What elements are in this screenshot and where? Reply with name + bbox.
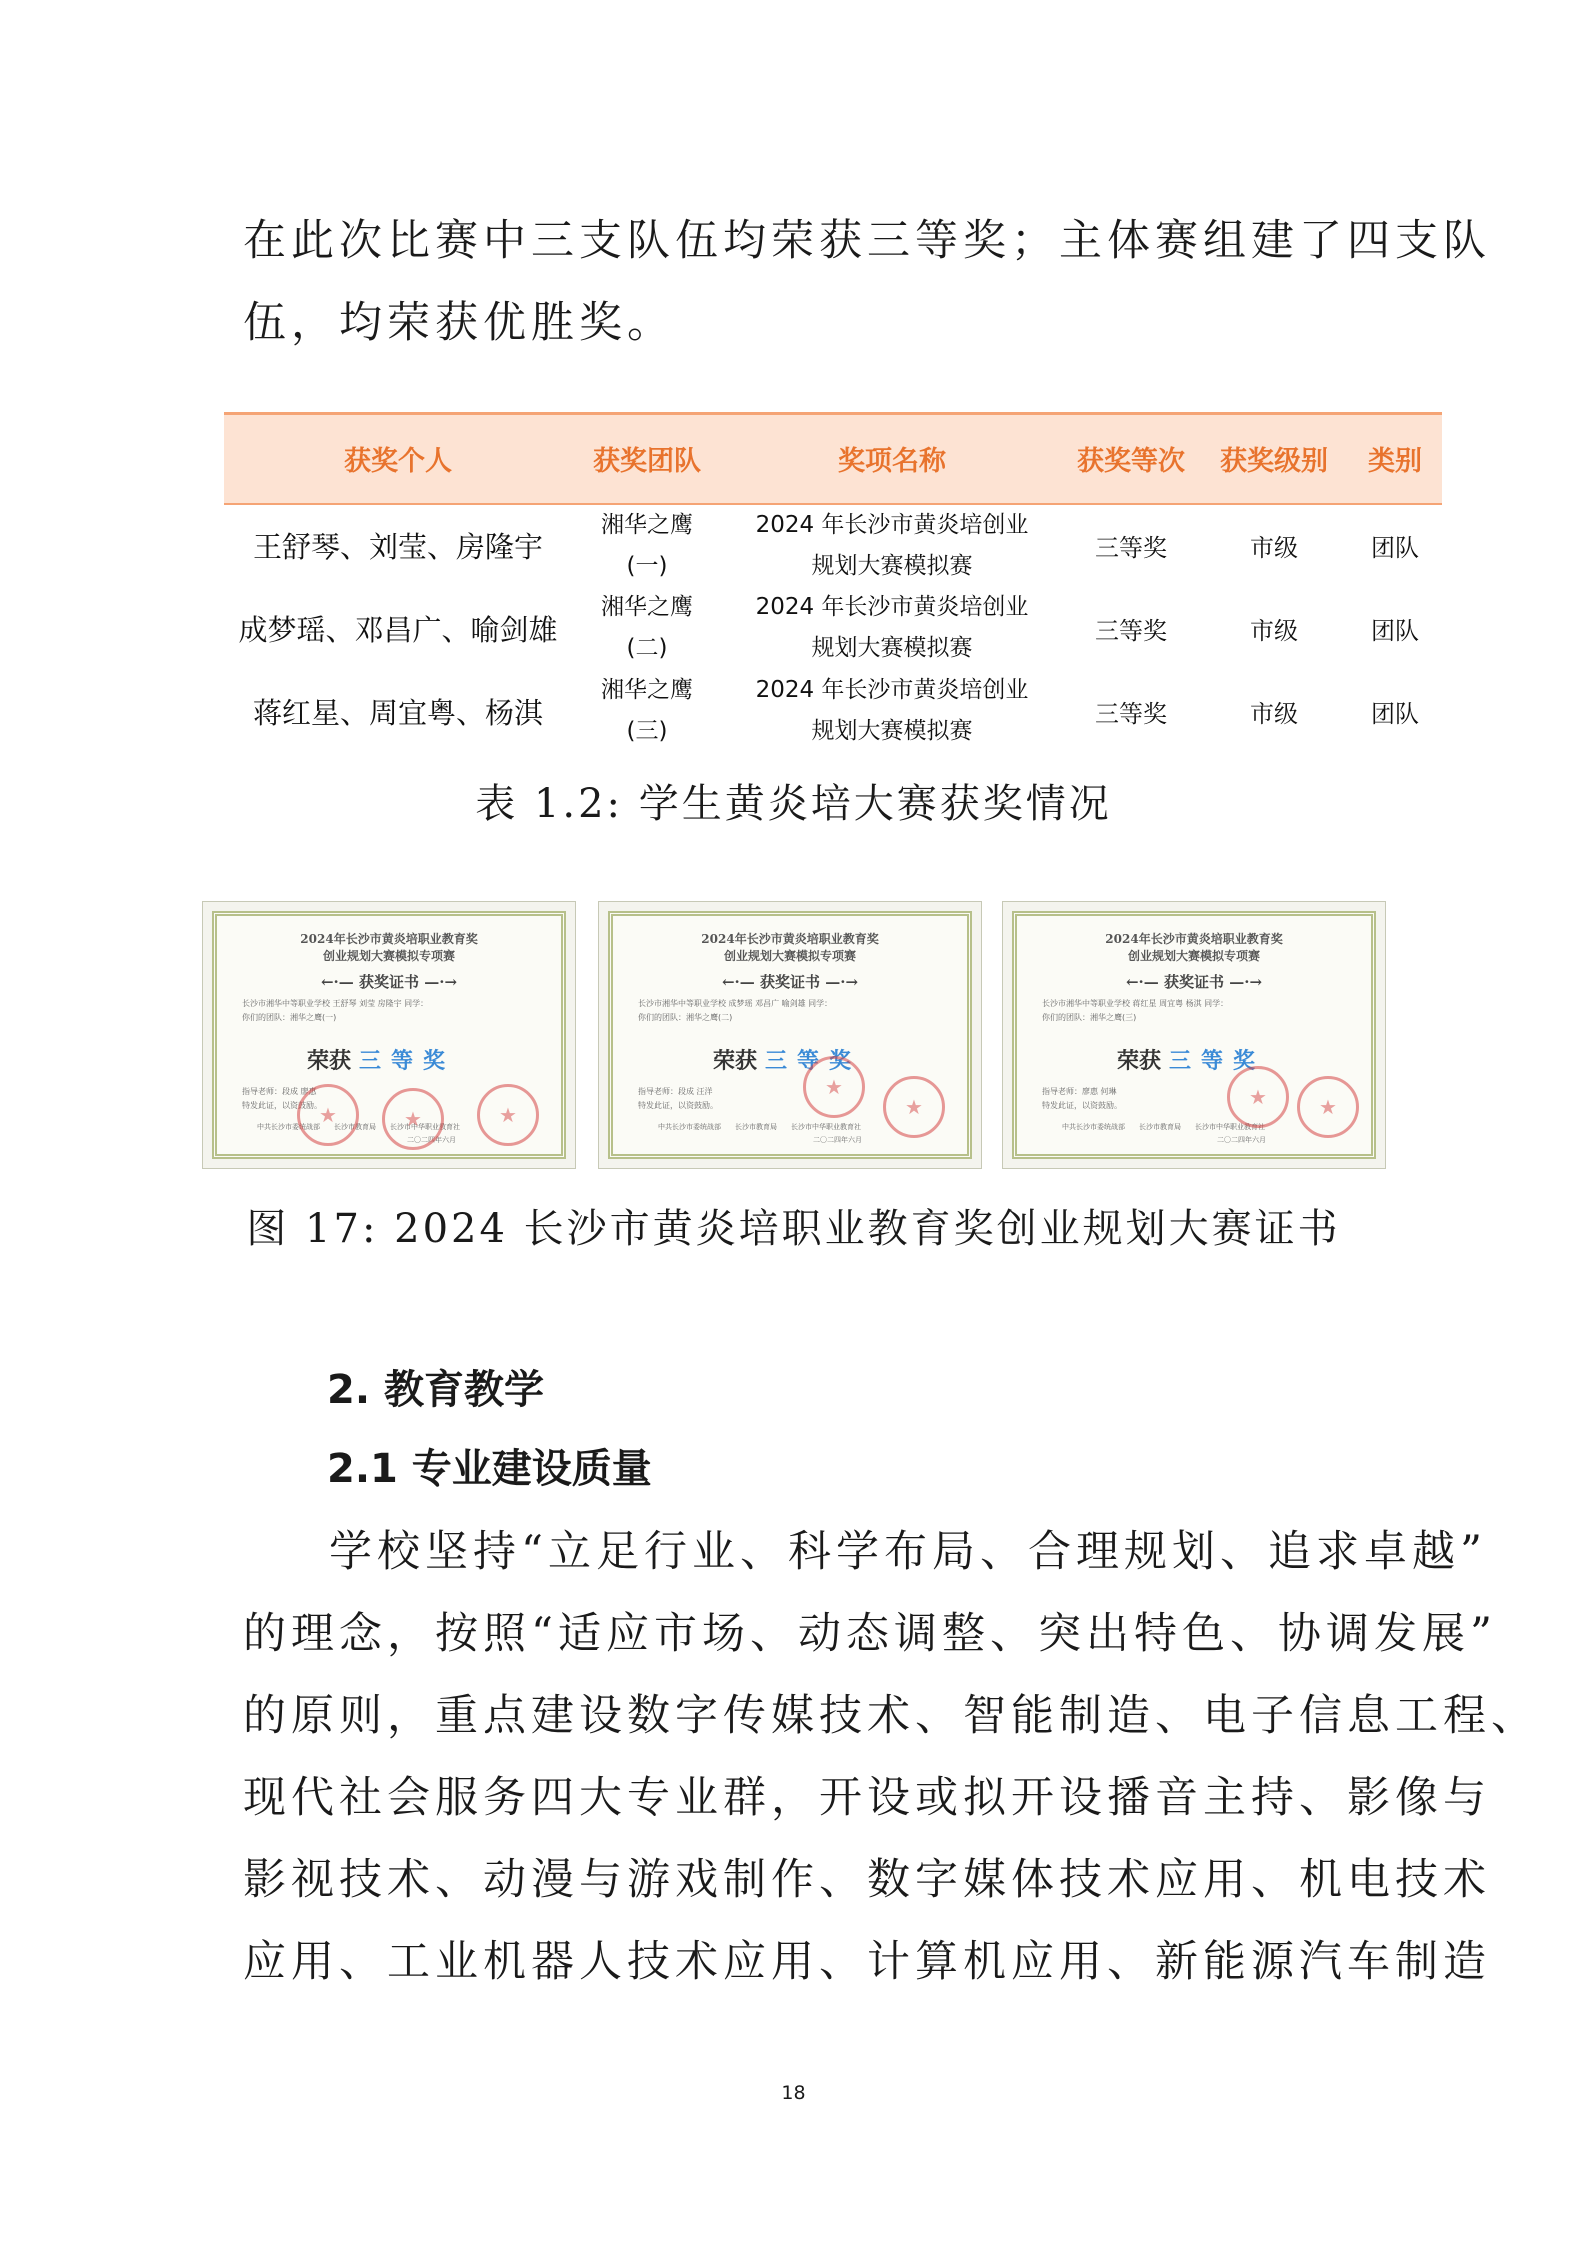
- cert-org-line: 中共长沙市委统战部 长沙市教育局 长沙市中华职业教育社: [658, 1123, 861, 1131]
- cert-title-line2: 创业规划大赛模拟专项赛: [723, 949, 856, 963]
- prize-value: 三等奖: [359, 1048, 456, 1074]
- award-line1: 2024 年长沙市黄炎培创业: [755, 594, 1029, 620]
- certificate-image: [598, 901, 982, 1169]
- text-line: 影视技术、动漫与游戏制作、数字媒体技术应用、机电技术: [243, 1855, 1491, 1905]
- text-line: 学校坚持“立足行业、科学布局、合理规划、追求卓越”: [329, 1527, 1487, 1577]
- cell-person: 成梦瑶、邓昌广、喻剑雄: [238, 612, 558, 647]
- cert-team-line: 你们的团队：湘华之鹰(一): [242, 1013, 337, 1022]
- cell-award: [722, 587, 1062, 670]
- cert-teacher-line: 指导老师：段成 汪洋: [638, 1087, 713, 1096]
- cell-team: [572, 587, 722, 670]
- team-line1: 湘华之鹰: [601, 511, 693, 538]
- header-team: 获奖团队: [593, 446, 701, 478]
- award-line2: 规划大赛模拟赛: [811, 552, 973, 579]
- cell-team: [572, 504, 722, 587]
- certificate-frame: [212, 911, 566, 1159]
- section-heading: 2. 教育教学: [327, 1367, 544, 1413]
- cert-note-line: 特发此证，以资鼓励。: [1042, 1101, 1122, 1110]
- cert-school-line: 长沙市湘华中等职业学校 王舒琴 刘莹 房隆宇 同学：: [242, 999, 429, 1008]
- red-seal-icon: [297, 1084, 359, 1146]
- table-row: [224, 670, 1442, 753]
- header-category: 类别: [1368, 446, 1422, 478]
- header-level: 获奖级别: [1220, 446, 1328, 478]
- cert-date-line: 二〇二四年六月: [407, 1136, 456, 1144]
- subsection-heading: 2.1 专业建设质量: [327, 1446, 652, 1492]
- cell-level: 市级: [1250, 616, 1298, 645]
- cert-team-line: 你们的团队：湘华之鹰(二): [638, 1013, 733, 1022]
- cell-team: [572, 670, 722, 753]
- cert-title-line1: 2024年长沙市黄炎培职业教育奖: [300, 932, 478, 946]
- cell-level: 市级: [1250, 699, 1298, 728]
- certificate-frame: [608, 911, 972, 1159]
- prize-label: 荣获: [713, 1048, 758, 1074]
- cell-category: 团队: [1371, 534, 1419, 562]
- cert-prize: [307, 1044, 455, 1075]
- cert-heading: ←·— 获奖证书 —·→: [1125, 973, 1263, 991]
- text-line: 现代社会服务四大专业群，开设或拟开设播音主持、影像与: [243, 1773, 1491, 1823]
- award-line1: 2024 年长沙市黄炎培创业: [755, 511, 1029, 538]
- award-line2: 规划大赛模拟赛: [811, 718, 973, 744]
- figure-caption: 图 17: 2024 长沙市黄炎培职业教育奖创业规划大赛证书: [246, 1206, 1341, 1252]
- cert-heading: ←·— 获奖证书 —·→: [320, 973, 458, 991]
- intro-paragraph: [243, 200, 1491, 364]
- prize-value: 三等奖: [765, 1048, 862, 1074]
- cert-title-line2: 创业规划大赛模拟专项赛: [322, 949, 455, 963]
- cert-teacher-line: 指导老师：廖惠 何琳: [1042, 1087, 1117, 1096]
- award-line1: 2024 年长沙市黄炎培创业: [755, 677, 1029, 703]
- cert-date-line: 二〇二四年六月: [1217, 1136, 1266, 1144]
- cert-org-line: 中共长沙市委统战部 长沙市教育局 长沙市中华职业教育社: [257, 1123, 460, 1131]
- cert-note-line: 特发此证，以资鼓励。: [638, 1101, 718, 1110]
- table-row: [224, 587, 1442, 670]
- red-seal-icon: [382, 1088, 444, 1150]
- prize-label: 荣获: [307, 1048, 352, 1074]
- cert-heading: ←·— 获奖证书 —·→: [721, 973, 859, 991]
- prize-value: 三等奖: [1169, 1048, 1266, 1074]
- header-grade: 获奖等次: [1077, 446, 1185, 478]
- cert-teacher-line: 指导老师：段成 廖惠: [242, 1087, 317, 1096]
- red-seal-icon: [477, 1084, 539, 1146]
- cell-grade: 三等奖: [1095, 534, 1167, 562]
- cert-title-line2: 创业规划大赛模拟专项赛: [1127, 949, 1260, 963]
- award-line2: 规划大赛模拟赛: [811, 635, 973, 661]
- text-line: 的理念，按照“适应市场、动态调整、突出特色、协调发展”: [243, 1609, 1497, 1659]
- red-seal-icon: [1297, 1076, 1359, 1138]
- cert-date-line: 二〇二四年六月: [813, 1136, 862, 1144]
- cell-award: [722, 670, 1062, 753]
- cell-award: [722, 504, 1062, 587]
- cert-school-line: 长沙市湘华中等职业学校 成梦瑶 邓昌广 喻剑雄 同学：: [638, 999, 833, 1008]
- team-line1: 湘华之鹰: [601, 677, 693, 703]
- cert-title-line1: 2024年长沙市黄炎培职业教育奖: [1105, 932, 1283, 946]
- text-line: 应用、工业机器人技术应用、计算机应用、新能源汽车制造: [243, 1937, 1491, 1987]
- body-paragraph: [243, 1511, 1539, 2003]
- cert-school-line: 长沙市湘华中等职业学校 蒋红星 周宜粤 杨淇 同学：: [1042, 999, 1229, 1008]
- header-award: 奖项名称: [838, 446, 946, 478]
- cell-category: 团队: [1371, 699, 1419, 728]
- team-line2: (二): [626, 635, 668, 661]
- cert-org-line: 中共长沙市委统战部 长沙市教育局 长沙市中华职业教育社: [1062, 1123, 1265, 1131]
- text-line: 伍，均荣获优胜奖。: [243, 298, 675, 348]
- header-person: 获奖个人: [344, 446, 452, 478]
- cert-title-line1: 2024年长沙市黄炎培职业教育奖: [701, 932, 879, 946]
- red-seal-icon: [883, 1076, 945, 1138]
- cell-person: 蒋红星、周宜粤、杨淇: [252, 695, 543, 730]
- cell-grade: 三等奖: [1095, 699, 1167, 728]
- certificate-image: [1002, 901, 1386, 1169]
- text-line: 在此次比赛中三支队伍均荣获三等奖；主体赛组建了四支队: [243, 216, 1491, 266]
- red-seal-icon: [1227, 1066, 1289, 1128]
- certificate-frame: [1012, 911, 1376, 1159]
- cert-note-line: 特发此证，以资鼓励。: [242, 1101, 322, 1110]
- page-number: 18: [781, 2082, 806, 2104]
- cell-person: 王舒琴、刘莹、房隆宇: [252, 530, 543, 564]
- team-line2: (三): [626, 718, 668, 744]
- red-seal-icon: [803, 1056, 865, 1118]
- table-row: [224, 504, 1442, 587]
- team-line2: (一): [626, 552, 668, 579]
- table-caption: 表 1.2: 学生黄炎培大赛获奖情况: [475, 781, 1112, 827]
- cell-category: 团队: [1371, 616, 1419, 645]
- cell-level: 市级: [1250, 534, 1298, 562]
- cell-grade: 三等奖: [1095, 616, 1167, 645]
- certificate-image: [202, 901, 576, 1169]
- team-line1: 湘华之鹰: [601, 594, 693, 620]
- table-header-row: [224, 414, 1442, 504]
- cert-team-line: 你们的团队：湘华之鹰(三): [1042, 1013, 1137, 1022]
- text-line: 的原则，重点建设数字传媒技术、智能制造、电子信息工程、: [243, 1691, 1539, 1741]
- prize-label: 荣获: [1117, 1048, 1162, 1074]
- awards-table: [224, 412, 1442, 753]
